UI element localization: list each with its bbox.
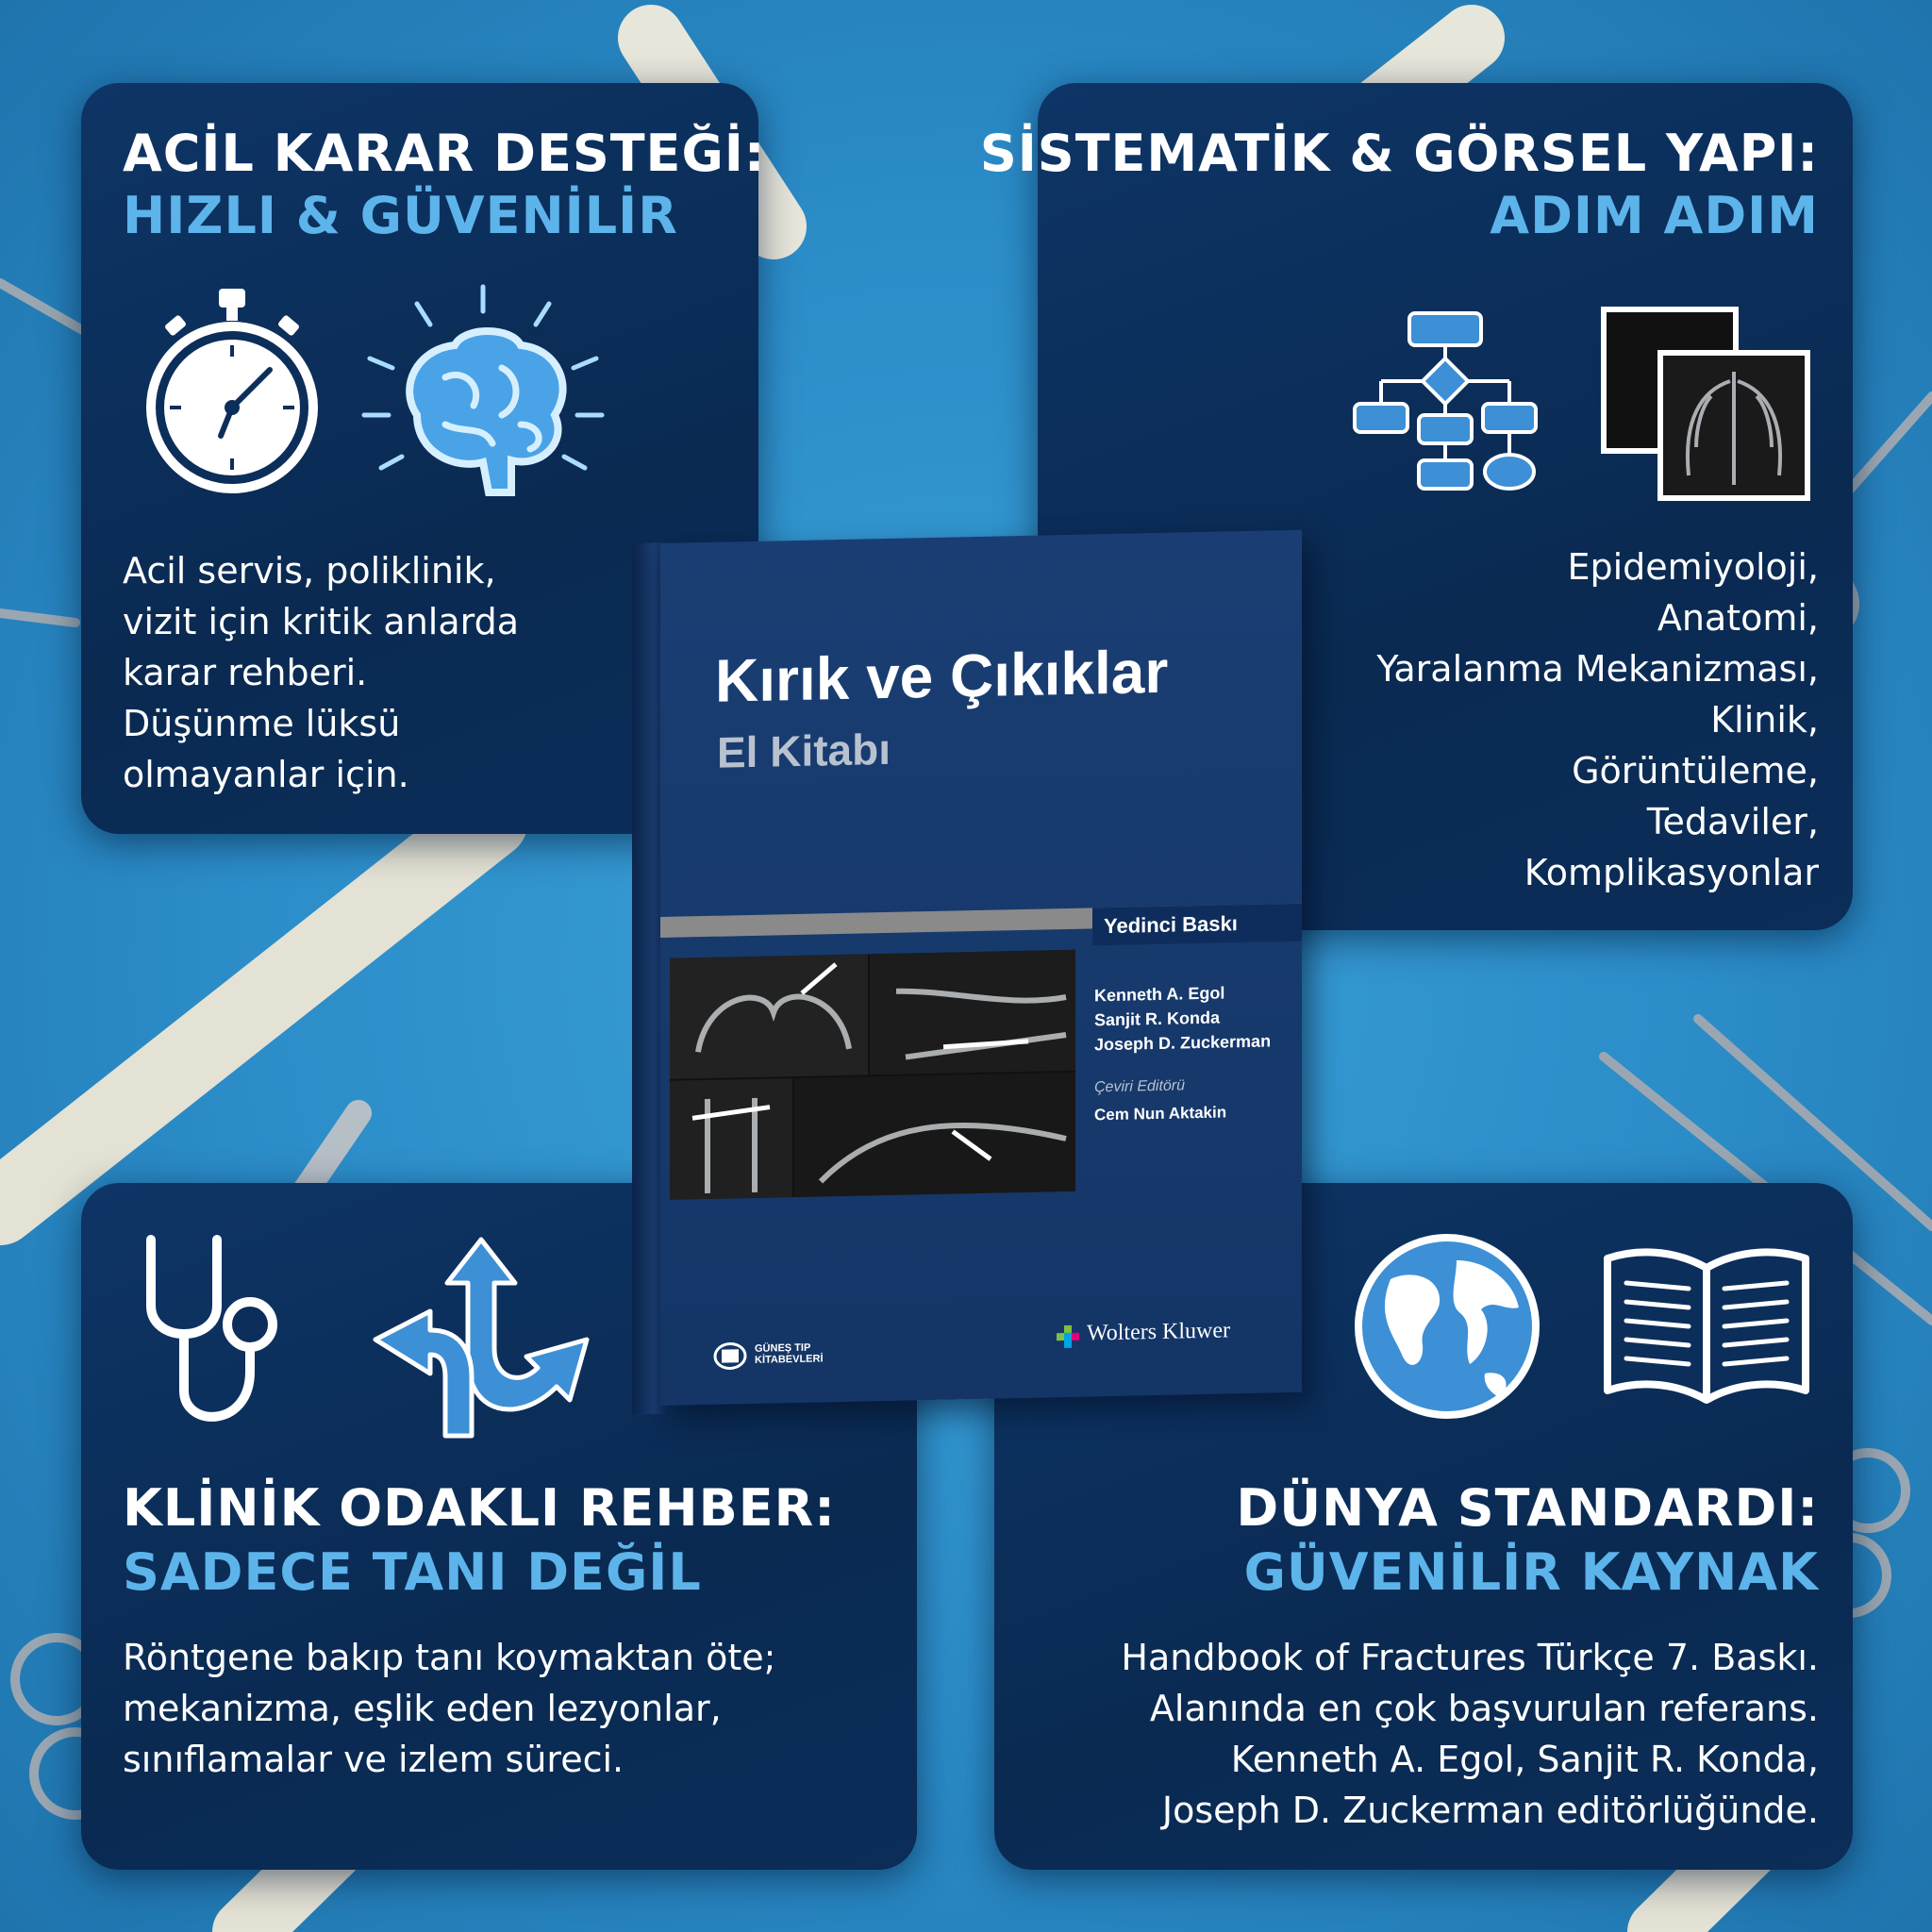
book-subtitle: El Kitabı xyxy=(717,724,891,777)
branching-arrows-icon xyxy=(368,1236,594,1440)
card-body: Epidemiyoloji, Anatomi, Yaralanma Mekanizması, Klinik, Görüntüleme, Tedaviler, Komplikasyonlar xyxy=(1376,546,1819,893)
globe-icon xyxy=(1353,1232,1541,1421)
card-subheading: HIZLI & GÜVENİLİR xyxy=(123,186,678,245)
stopwatch-icon xyxy=(138,285,326,502)
publisher-right-logo: Wolters Kluwer xyxy=(1087,1318,1231,1346)
card-subheading: GÜVENİLİR KAYNAK xyxy=(1243,1542,1819,1602)
publisher-left-logo: GÜNEŞ TIP KİTABEVLERİ xyxy=(755,1341,824,1366)
card-subheading: SADECE TANI DEĞİL xyxy=(123,1542,702,1602)
card-heading: ACİL KARAR DESTEĞİ: xyxy=(123,124,766,183)
stethoscope-icon xyxy=(132,1230,292,1447)
card-body: Handbook of Fractures Türkçe 7. Baskı. Alanında en çok başvurulan referans. Kenneth A. Egol, Sanjit R. Konda, Joseph D. Zuckerman editörlüğünde. xyxy=(1121,1637,1819,1831)
translation-editor-label: Çeviri Editörü xyxy=(1094,1077,1186,1096)
book-cover-3d xyxy=(632,543,1311,1415)
flowchart-icon xyxy=(1351,309,1540,498)
card-body: Acil servis, poliklinik, vizit için kritik anlarda karar rehberi. Düşünme lüksü olmayanlar için. xyxy=(123,550,520,795)
xray-film-icon xyxy=(1598,306,1815,504)
gunes-tip-logo-icon xyxy=(713,1341,747,1371)
card-heading: DÜNYA STANDARDI: xyxy=(1236,1478,1819,1538)
translation-editor-name: Cem Nun Aktakin xyxy=(1094,1103,1227,1124)
brain-icon xyxy=(360,283,606,502)
xray-collage-image xyxy=(670,950,1075,1200)
card-subheading: ADIM ADIM xyxy=(1490,186,1819,245)
open-book-icon xyxy=(1598,1240,1815,1409)
card-heading: SİSTEMATİK & GÖRSEL YAPI: xyxy=(979,124,1819,183)
edition-label: Yedinci Baskı xyxy=(1092,904,1302,946)
wolters-kluwer-logo-icon xyxy=(1055,1324,1083,1353)
card-heading: KLİNİK ODAKLI REHBER: xyxy=(123,1478,836,1538)
book-authors: Kenneth A. Egol Sanjit R. Konda Joseph D. Zuckerman xyxy=(1094,983,1272,1055)
book-title: Kırık ve Çıkıklar xyxy=(715,637,1169,715)
book-front-cover xyxy=(660,530,1302,1406)
card-body: Röntgene bakıp tanı koymaktan öte; mekanizma, eşlik eden lezyonlar, sınıflamalar ve izlem süreci. xyxy=(123,1637,776,1780)
